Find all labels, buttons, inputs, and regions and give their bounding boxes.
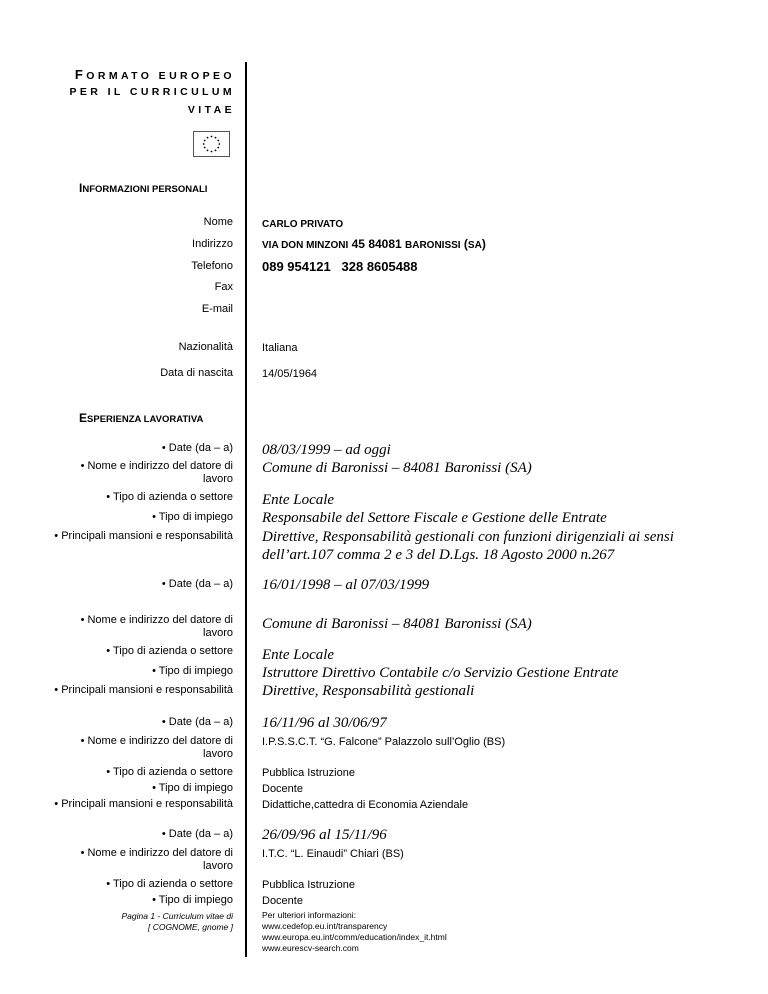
footer-link-europa[interactable]: www.europa.eu.int/comm/education/index_it.html [262,932,447,942]
label-job: • Tipo di impiego [152,782,233,794]
entry-3-employer: I.P.S.S.C.T. “G. Falcone” Palazzolo sull’Oglio (BS) [262,736,506,748]
value-phone: 089 954121 328 8605488 [262,259,418,274]
label-name: Nome [203,216,233,228]
label-duties: • Principali mansioni e responsabilità [54,684,233,696]
label-sector: • Tipo di azienda o settore [106,645,233,657]
label-birth: Data di nascita [160,367,233,379]
label-duties: • Principali mansioni e responsabilità [54,798,233,810]
footer-link-eurescv[interactable]: www.eurescv-search.com [262,943,359,953]
entry-4-employer: I.T.C. “L. Einaudi” Chiari (BS) [262,848,404,860]
header-line-2: PER IL CURRICULUM [69,86,235,98]
entry-1-dates: 08/03/1999 – ad oggi [262,442,391,458]
header-line-1: FORMATO EUROPEO [74,67,235,82]
label-job: • Tipo di impiego [152,511,233,523]
label-employer: • Nome e indirizzo del datore di lavoro [80,460,233,485]
entry-1-sector: Ente Locale [262,492,335,508]
value-nationality: Italiana [262,342,298,354]
label-sector: • Tipo di azienda o settore [106,878,233,890]
entry-3-dates: 16/11/96 al 30/06/97 [262,715,387,731]
entry-2-job: Istruttore Direttivo Contabile c/o Servizio Gestione Entrate [262,665,619,681]
label-job: • Tipo di impiego [152,665,233,677]
label-sector: • Tipo di azienda o settore [106,766,233,778]
section-work-title: ESPERIENZA LAVORATIVA [79,411,204,425]
entry-1-duties-line1: Direttive, Responsabilità gestionali con funzioni dirigenziali ai sensi [262,529,674,545]
section-personal-title: INFORMAZIONI PERSONALI [79,181,208,195]
label-job: • Tipo di impiego [152,894,233,906]
label-duties: • Principali mansioni e responsabilità [54,530,233,542]
label-phone: Telefono [191,260,233,272]
vertical-divider [245,62,247,957]
footer-link-cedefop[interactable]: www.cedefop.eu.int/transparency [262,921,388,931]
entry-1-employer: Comune di Baronissi – 84081 Baronissi (SA) [262,460,532,476]
eu-flag-icon [193,131,230,157]
value-name: CARLO PRIVATO [262,219,344,230]
label-employer: • Nome e indirizzo del datore di lavoro [80,735,233,760]
value-address: VIA DON MINZONI 45 84081 BARONISSI (SA) [262,237,486,251]
label-dates: • Date (da – a) [161,716,233,728]
label-dates: • Date (da – a) [161,578,233,590]
entry-2-duties: Direttive, Responsabilità gestionali [262,683,475,699]
entry-3-job: Docente [262,783,303,795]
label-sector: • Tipo di azienda o settore [106,491,233,503]
label-dates: • Date (da – a) [161,442,233,454]
footer-name-placeholder: [ COGNOME, gnome ] [147,922,233,932]
label-nationality: Nazionalità [178,341,233,353]
value-birth: 14/05/1964 [262,368,318,380]
label-employer: • Nome e indirizzo del datore di lavoro [80,614,233,639]
entry-2-dates: 16/01/1998 – al 07/03/1999 [262,577,430,593]
entry-4-dates: 26/09/96 al 15/11/96 [262,827,387,843]
entry-2-employer: Comune di Baronissi – 84081 Baronissi (SA) [262,616,532,632]
label-dates: • Date (da – a) [161,828,233,840]
header-line-3: VITAE [187,104,235,116]
label-fax: Fax [214,281,233,293]
entry-2-sector: Ente Locale [262,647,335,663]
label-address: Indirizzo [192,238,233,250]
entry-4-sector: Pubblica Istruzione [262,879,355,891]
label-employer: • Nome e indirizzo del datore di lavoro [80,847,233,872]
entry-4-job: Docente [262,895,303,907]
entry-3-sector: Pubblica Istruzione [262,767,355,779]
entry-1-job: Responsabile del Settore Fiscale e Gestione delle Entrate [262,510,607,526]
entry-3-duties: Didattiche,cattedra di Economia Aziendale [262,799,469,811]
entry-1-duties-line2: dell’art.107 comma 2 e 3 del D.Lgs. 18 Agosto 2000 n.267 [262,547,615,563]
label-email: E-mail [201,303,233,315]
footer-page-info: Pagina 1 - Curriculum vitae di [121,911,233,921]
footer-info-label: Per ulteriori informazioni: [262,910,357,920]
